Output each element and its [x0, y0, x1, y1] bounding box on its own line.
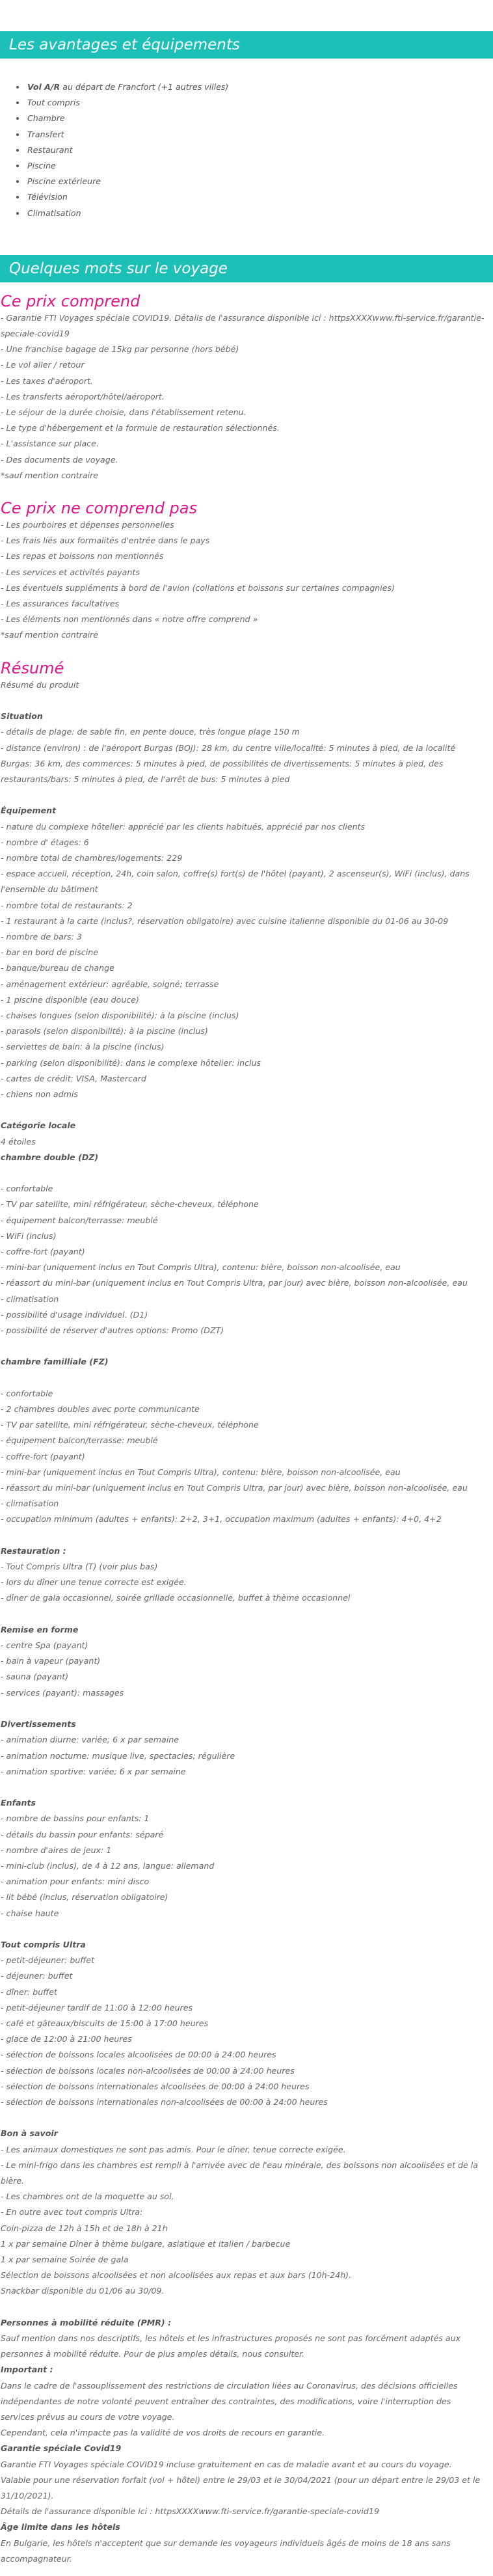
feature-item-text: Piscine extérieure — [27, 176, 101, 187]
good-to-know-line: 1 x par semaine Soirée de gala — [1, 2255, 129, 2264]
equipment-line: - parasols (selon disponibilité): à la piscine (inclus) — [1, 1026, 208, 1037]
good-to-know-line: - Les chambres ont de la moquette au sol. — [1, 2191, 174, 2202]
feature-item — [26, 95, 493, 111]
equipment-line: - nature du complexe hôtelier: apprécié par les clients habitués, apprécié par nos clients — [1, 821, 366, 832]
family-room-line: - 2 chambres doubles avec porte communicante — [1, 1404, 200, 1415]
advantages-section-title: Les avantages et équipements — [0, 31, 493, 59]
features-list — [0, 79, 493, 221]
pmr-line: Sauf mention dans nos descriptifs, les hôtels et les infrastructures proposés ne sont pas forcément adaptés aux personnes à mobilité réduite. Pour de plus amples détails, nous consulter. — [1, 2333, 461, 2359]
all-inclusive-line: - dîner: buffet — [1, 1986, 57, 1997]
children-line: - nombre de bassins pour enfants: 1 — [1, 1813, 150, 1824]
double-room-heading: chambre double (DZ) — [1, 1152, 99, 1162]
family-room-line: - équipement balcon/terrasse: meublé — [1, 1435, 158, 1446]
price-excludes-line: - Les frais liés aux formalités d'entrée dans le pays — [1, 536, 210, 546]
price-includes-title: Ce prix comprend — [1, 291, 140, 310]
price-includes-list — [1, 310, 486, 483]
feature-item-strong: Vol A/R — [27, 82, 60, 92]
equipment-line: - 1 piscine disponible (eau douce) — [1, 994, 139, 1005]
wellness-line: - centre Spa (payant) — [1, 1640, 88, 1651]
restauration-line: - lors du dîner une tenue correcte est exigée. — [1, 1577, 187, 1588]
feature-item — [26, 174, 493, 189]
equipment-line: - aménagement extérieur: agréable, soigné; terrasse — [1, 979, 219, 989]
family-room-line: - coffre-fort (payant) — [1, 1451, 85, 1461]
price-excludes-list — [1, 517, 486, 644]
price-excludes-line: - Les éventuels suppléments à bord de l'avion (collations et boissons sur certaines compagnies) — [1, 582, 395, 593]
restauration-heading: Restauration : — [1, 1545, 66, 1556]
price-includes-line: - Le vol aller / retour — [1, 360, 85, 370]
good-to-know-line: - En outre avec tout compris Ultra: — [1, 2207, 143, 2217]
children-line: - chaise haute — [1, 1908, 59, 1918]
equipment-line: - serviettes de bain: à la piscine (inclus) — [1, 1042, 165, 1052]
entertainment-line: - animation nocturne: musique live, spectacles; régulière — [1, 1750, 235, 1761]
children-line: - lit bébé (inclus, réservation obligatoire) — [1, 1892, 168, 1903]
restauration-line: - dîner de gala occasionnel, soirée grillade occasionnelle, buffet à thème occasionnel — [1, 1593, 351, 1603]
price-includes-line: - Le séjour de la durée choisie, dans l'établissement retenu. — [1, 407, 246, 418]
important-line: Cependant, cela n'impacte pas la validité de vos droits de recours en garantie. — [1, 2428, 325, 2438]
double-room-line: - coffre-fort (payant) — [1, 1247, 85, 1256]
feature-item-text: Restaurant — [27, 144, 73, 155]
restauration-line: - Tout Compris Ultra (T) (voir plus bas) — [1, 1562, 158, 1572]
family-room-line: - réassort du mini-bar (uniquement inclus en Tout Compris Ultra, par jour) avec bière, boisson non-alcoolisée, eau — [1, 1483, 468, 1493]
price-excludes-line: *sauf mention contraire — [1, 630, 98, 640]
all-inclusive-line: - déjeuner: buffet — [1, 1971, 73, 1981]
feature-item-text: Télévision — [27, 192, 68, 202]
feature-item — [26, 79, 493, 95]
family-room-line: - mini-bar (uniquement inclus en Tout Compris Ultra), contenu: bière, boisson non-alcoolisée, eau — [1, 1467, 401, 1477]
feature-item — [26, 158, 493, 174]
good-to-know-line: - Les animaux domestiques ne sont pas admis. Pour le dîner, tenue correcte exigée. — [1, 2144, 346, 2154]
price-includes-line: - Une franchise bagage de 15kg par personne (hors bébé) — [1, 344, 239, 355]
category-value: 4 étoiles — [1, 1136, 36, 1146]
children-line: - nombre d'aires de jeux: 1 — [1, 1845, 112, 1855]
age-limit-line: En Bulgarie, les hôtels n'acceptent que sur demande les voyageurs individuels âgés de moins de 18 ans sans accompagnateur. — [1, 2538, 451, 2564]
good-to-know-line: Coin-pizza de 12h à 15h et de 18h à 21h — [1, 2223, 168, 2233]
equipment-line: - espace accueil, réception, 24h, coin salon, coffre(s) fort(s) de l'hôtel (payant), 2 ascenseur(s), WiFi (inclus), dans l'ensemble du bâtiment — [1, 869, 470, 895]
feature-item — [26, 206, 493, 221]
important-line: Dans le cadre de l'assouplissement des restrictions de circulation liées au Coronavirus, des décisions officielles indépendantes de notre volonté peuvent entraîner des contraintes, des modifications, voire l'interruption des services prévus au cours de votre voyage. — [1, 2380, 458, 2422]
price-includes-line: - Les transferts aéroport/hôtel/aéroport. — [1, 391, 165, 401]
feature-item — [26, 111, 493, 126]
age-limit-heading: Âge limite dans les hôtels — [1, 2522, 120, 2532]
all-inclusive-line: - petit-déjeuner: buffet — [1, 1955, 95, 1966]
equipment-line: - 1 restaurant à la carte (inclus?, réservation obligatoire) avec cuisine italienne disponible du 01-06 au 30-09 — [1, 915, 449, 926]
double-room-line: - mini-bar (uniquement inclus en Tout Compris Ultra), contenu: bière, boisson non-alcoolisée, eau — [1, 1262, 401, 1273]
good-to-know-line: Snackbar disponible du 01/06 au 30/09. — [1, 2286, 165, 2296]
double-room-line: - possibilité d'usage individuel. (D1) — [1, 1309, 148, 1320]
price-excludes-line: - Les services et activités payants — [1, 567, 140, 577]
all-inclusive-line: - sélection de boissons locales non-alcoolisées de 00:00 à 24:00 heures — [1, 2065, 295, 2076]
price-excludes-line: - Les éléments non mentionnés dans « notre offre comprend » — [1, 614, 258, 625]
feature-item — [26, 142, 493, 158]
all-inclusive-line: - petit-déjeuner tardif de 11:00 à 12:00 heures — [1, 2002, 193, 2013]
feature-item — [26, 189, 493, 205]
family-room-line: - TV par satellite, mini réfrigérateur, sèche-cheveux, téléphone — [1, 1420, 259, 1430]
equipment-line: - nombre total de restaurants: 2 — [1, 900, 133, 910]
entertainment-heading: Divertissements — [1, 1719, 76, 1729]
all-inclusive-line: - sélection de boissons locales alcoolisées de 00:00 à 24:00 heures — [1, 2050, 276, 2060]
children-line: - animation pour enfants: mini disco — [1, 1877, 150, 1887]
price-includes-line: - Le type d'hébergement et la formule de restauration sélectionnés. — [1, 423, 280, 433]
equipment-line: - nombre total de chambres/logements: 229 — [1, 852, 183, 863]
price-excludes-title: Ce prix ne comprend pas — [1, 499, 198, 518]
equipment-line: - parking (selon disponibilité): dans le complexe hôtelier: inclus — [1, 1057, 261, 1068]
children-line: - mini-club (inclus), de 4 à 12 ans, langue: allemand — [1, 1860, 215, 1871]
all-inclusive-line: - sélection de boissons internationales non-alcoolisées de 00:00 à 24:00 heures — [1, 2096, 328, 2107]
feature-item-text: Piscine — [27, 161, 56, 171]
equipment-line: - bar en bord de piscine — [1, 947, 98, 958]
double-room-line: - confortable — [1, 1184, 53, 1194]
good-to-know-line: - Le mini-frigo dans les chambres est rempli à l'arrivée avec de l'eau minérale, des boissons non alcoolisées et de la bière. — [1, 2160, 479, 2186]
equipment-line: - nombre de bars: 3 — [1, 931, 82, 942]
resume-subtitle: Résumé du produit — [1, 679, 79, 690]
covid-guarantee-heading: Garantie spéciale Covid19 — [1, 2443, 122, 2454]
wellness-line: - sauna (payant) — [1, 1672, 69, 1682]
all-inclusive-line: - sélection de boissons internationales alcoolisées de 00:00 à 24:00 heures — [1, 2081, 310, 2091]
feature-item — [26, 127, 493, 142]
situation-line: - distance (environ) : de l'aéroport Burgas (BOJ): 28 km, du centre ville/localité: 5 minutes à pied, de la localité Burgas: 36 km, des commerces: 5 minutes à pied, de possibilités de divertissements: 5 minutes à pied, des restaurants/bars: 5 minutes à pied, de l'arrêt de bus: 5 minutes à pied — [1, 742, 456, 784]
all-inclusive-line: - café et gâteaux/biscuits de 15:00 à 17:00 heures — [1, 2018, 209, 2028]
price-includes-line: *sauf mention contraire — [1, 470, 98, 480]
double-room-line: - possibilité de réserver d'autres options: Promo (DZT) — [1, 1325, 224, 1336]
feature-item-text: au départ de Francfort (+1 autres villes) — [60, 82, 229, 92]
good-to-know-line: Sélection de boissons alcoolisées et non alcoolisées aux repas et aux bars (10h-24h). — [1, 2270, 352, 2281]
good-to-know-line: 1 x par semaine Dîner à thème bulgare, asiatique et italien / barbecue — [1, 2238, 291, 2249]
wellness-heading: Remise en forme — [1, 1624, 79, 1634]
equipment-heading: Équipement — [1, 806, 57, 816]
family-room-line: - confortable — [1, 1388, 53, 1398]
resume-block — [1, 677, 486, 2567]
double-room-line: - WiFi (inclus) — [1, 1230, 57, 1241]
double-room-line: - réassort du mini-bar (uniquement inclus en Tout Compris Ultra, par jour) avec bière, boisson non-alcoolisée, eau — [1, 1278, 468, 1288]
family-room-line — [1, 1370, 486, 1386]
price-excludes-line: - Les repas et boissons non mentionnés — [1, 551, 164, 562]
good-to-know-heading: Bon à savoir — [1, 2128, 58, 2139]
voyage-content — [0, 282, 493, 2576]
covid-guarantee-line: Valable pour une réservation forfait (vol + hôtel) entre le 29/03 et le 30/04/2021 (pour un départ entre le 29/03 et le 31/10/2021). — [1, 2474, 481, 2501]
equipment-line: - cartes de crédit: VISA, Mastercard — [1, 1073, 146, 1083]
feature-item-text: Chambre — [27, 113, 65, 124]
price-excludes-line: - Les assurances facultatives — [1, 599, 120, 609]
resume-title: Résumé — [1, 658, 64, 677]
category-heading: Catégorie locale — [1, 1120, 76, 1131]
wellness-line: - services (payant): massages — [1, 1687, 124, 1698]
feature-item-text: Climatisation — [27, 208, 81, 218]
family-room-heading: chambre familliale (FZ) — [1, 1357, 109, 1367]
family-room-line: - occupation minimum (adultes + enfants): 2+2, 3+1, occupation maximum (adultes + enfants): 4+0, 4+2 — [1, 1514, 442, 1525]
equipment-line: - chaises longues (selon disponibilité): à la piscine (inclus) — [1, 1010, 239, 1020]
voyage-section-title: Quelques mots sur le voyage — [0, 255, 493, 282]
double-room-line: - climatisation — [1, 1294, 59, 1304]
entertainment-line: - animation sportive: variée; 6 x par semaine — [1, 1766, 186, 1776]
all-inclusive-heading: Tout compris Ultra — [1, 1939, 86, 1949]
covid-guarantee-line: Garantie FTI Voyages spéciale COVID19 incluse gratuitement en cas de maladie avant et au cours du voyage. — [1, 2459, 452, 2469]
covid-guarantee-line: Détails de l'assurance disponible ici : httpsXXXXwww.fti-service.fr/garantie-speciale-covid19 — [1, 2506, 379, 2517]
price-includes-line: - L'assistance sur place. — [1, 439, 99, 449]
pmr-heading: Personnes à mobilité réduite (PMR) : — [1, 2317, 172, 2327]
children-heading: Enfants — [1, 1798, 36, 1808]
double-room-line: - TV par satellite, mini réfrigérateur, sèche-cheveux, téléphone — [1, 1199, 259, 1210]
all-inclusive-line: - glace de 12:00 à 21:00 heures — [1, 2034, 132, 2044]
feature-item-text: Tout compris — [27, 98, 80, 108]
feature-item-text: Transfert — [27, 129, 64, 139]
children-line: - détails du bassin pour enfants: séparé — [1, 1829, 164, 1839]
double-room-line: - équipement balcon/terrasse: meublé — [1, 1215, 158, 1225]
price-includes-line: - Les taxes d'aéroport. — [1, 375, 93, 386]
important-heading: Important : — [1, 2365, 53, 2375]
equipment-line: - banque/bureau de change — [1, 963, 114, 973]
entertainment-line: - animation diurne: variée; 6 x par semaine — [1, 1735, 179, 1745]
price-includes-line: - Des documents de voyage. — [1, 454, 118, 465]
price-excludes-line: - Les pourboires et dépenses personnelles — [1, 520, 174, 530]
situation-heading: Situation — [1, 711, 43, 722]
situation-line: - détails de plage: de sable fin, en pente douce, très longue plage 150 m — [1, 727, 300, 737]
equipment-line: - chiens non admis — [1, 1089, 78, 1099]
wellness-line: - bain à vapeur (payant) — [1, 1656, 101, 1666]
double-room-line — [1, 1165, 486, 1181]
price-includes-line: - Garantie FTI Voyages spéciale COVID19. Détails de l'assurance disponible ici : httpsXXXXwww.fti-service.fr/garantie-speciale-covid19 — [1, 312, 485, 339]
family-room-line: - climatisation — [1, 1498, 59, 1509]
equipment-line: - nombre d' étages: 6 — [1, 837, 89, 847]
